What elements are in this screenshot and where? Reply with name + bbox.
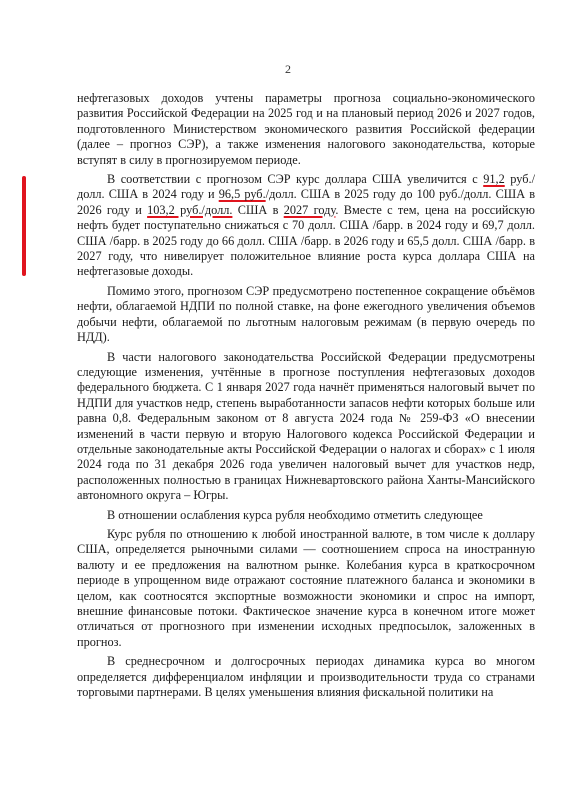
paragraph-6: Курс рубля по отношению к любой иностранной валюте, в том числе к доллару США, определяется рыночными силами — соотношением спроса на иностранную валюту и ее предложения на валютном рынке. Колебания курса в краткосрочном периоде в упрощенном виде отражают состояние платежного баланса и экономики в целом, как соотносятся экспортные возможности экономики и спрос на импорт, внешние финансовые потоки. Фактическое значение курса в конечном итоге может отличаться от прогнозного при изменении исходных предпосылок, заложенных в прогноз.: [77, 526, 535, 649]
paragraph-1: нефтегазовых доходов учтены параметры прогноза социально-экономического развития Российской Федерации на 2025 год и на плановый период 2026 и 2027 годов, подготовленного Министерством экономического развития Российской федерации (далее – прогноз СЭР), а также изменения налогового законодательства, которые вступят в силу в прогнозируемом периоде.: [77, 91, 535, 167]
underlined-rate-2027: 103,2 руб./долл.: [147, 202, 233, 217]
underlined-rate-2025: 96,5 руб.: [218, 187, 266, 202]
paragraph-5: В отношении ослабления курса рубля необходимо отметить следующее: [107, 507, 483, 522]
underlined-year-2027: 2027 году: [283, 202, 336, 217]
paragraph-3: Помимо этого, прогнозом СЭР предусмотрено постепенное сокращение объёмов нефти, облагаемой НДПИ по полной ставке, на фоне ежегодного увеличения объемов добычи нефти, облагаемой по льготным налоговым режимам (в первую очередь по НДД).: [77, 283, 535, 345]
p2-text-1: В соответствии с прогнозом СЭР курс доллара США увеличится с: [107, 172, 484, 187]
paragraph-2-exchange-rate-forecast: [77, 172, 535, 280]
paragraph-4: В части налогового законодательства Российской Федерации предусмотрены следующие изменения, учтённые в прогнозе поступления нефтегазовых доходов федерального бюджета. С 1 января 2027 года начнёт применяться налоговый вычет по НДПИ для участков недр, степень выработанности запасов нефти которых больше или равна 0,8. Федеральным законом от 8 августа 2024 года № 259-ФЗ «О внесении изменений в части первую и вторую Налогового кодекса Российской Федерации и отдельные законодательные акты Российской Федерации о налогах и сборах» с 1 июля 2024 года по 31 декабря 2026 года увеличен налоговый вычет для участков недр, расположенных полностью в границах Нижневартовского района Ханты-Мансийского автономного округа – Югры.: [77, 349, 535, 503]
underlined-rate-2024: 91,2: [483, 172, 505, 187]
p2-text-4: США в: [232, 202, 284, 217]
page-number: 2: [285, 62, 291, 76]
p2-text-2: руб./долл. США в 2024 году и: [77, 172, 535, 202]
paragraph-7: В среднесрочном и долгосрочных периодах динамика курса во многом определяется дифференциалом инфляции и производительности труда со странами торговыми партнерами. В целях уменьшения влияния фискальной политики на: [77, 654, 535, 700]
p2-text-3: /долл. США в 2025 году до 100 руб./долл. США в 2026 году и: [77, 187, 535, 217]
document-body: [77, 91, 535, 704]
red-margin-annotation: [22, 176, 26, 276]
p2-text-5: . Вместе с тем, цена на российскую нефть будет поступательно снижаться с 70 долл. США /барр. в 2024 году и 69,7 долл. США /барр. в 2025 году до 66 долл. США /барр. в 2026 году и 65,5 долл. США /барр. в 2027 году, что нивелирует положительное влияние роста курса доллара США на нефтегазовые доходы.: [77, 202, 535, 279]
